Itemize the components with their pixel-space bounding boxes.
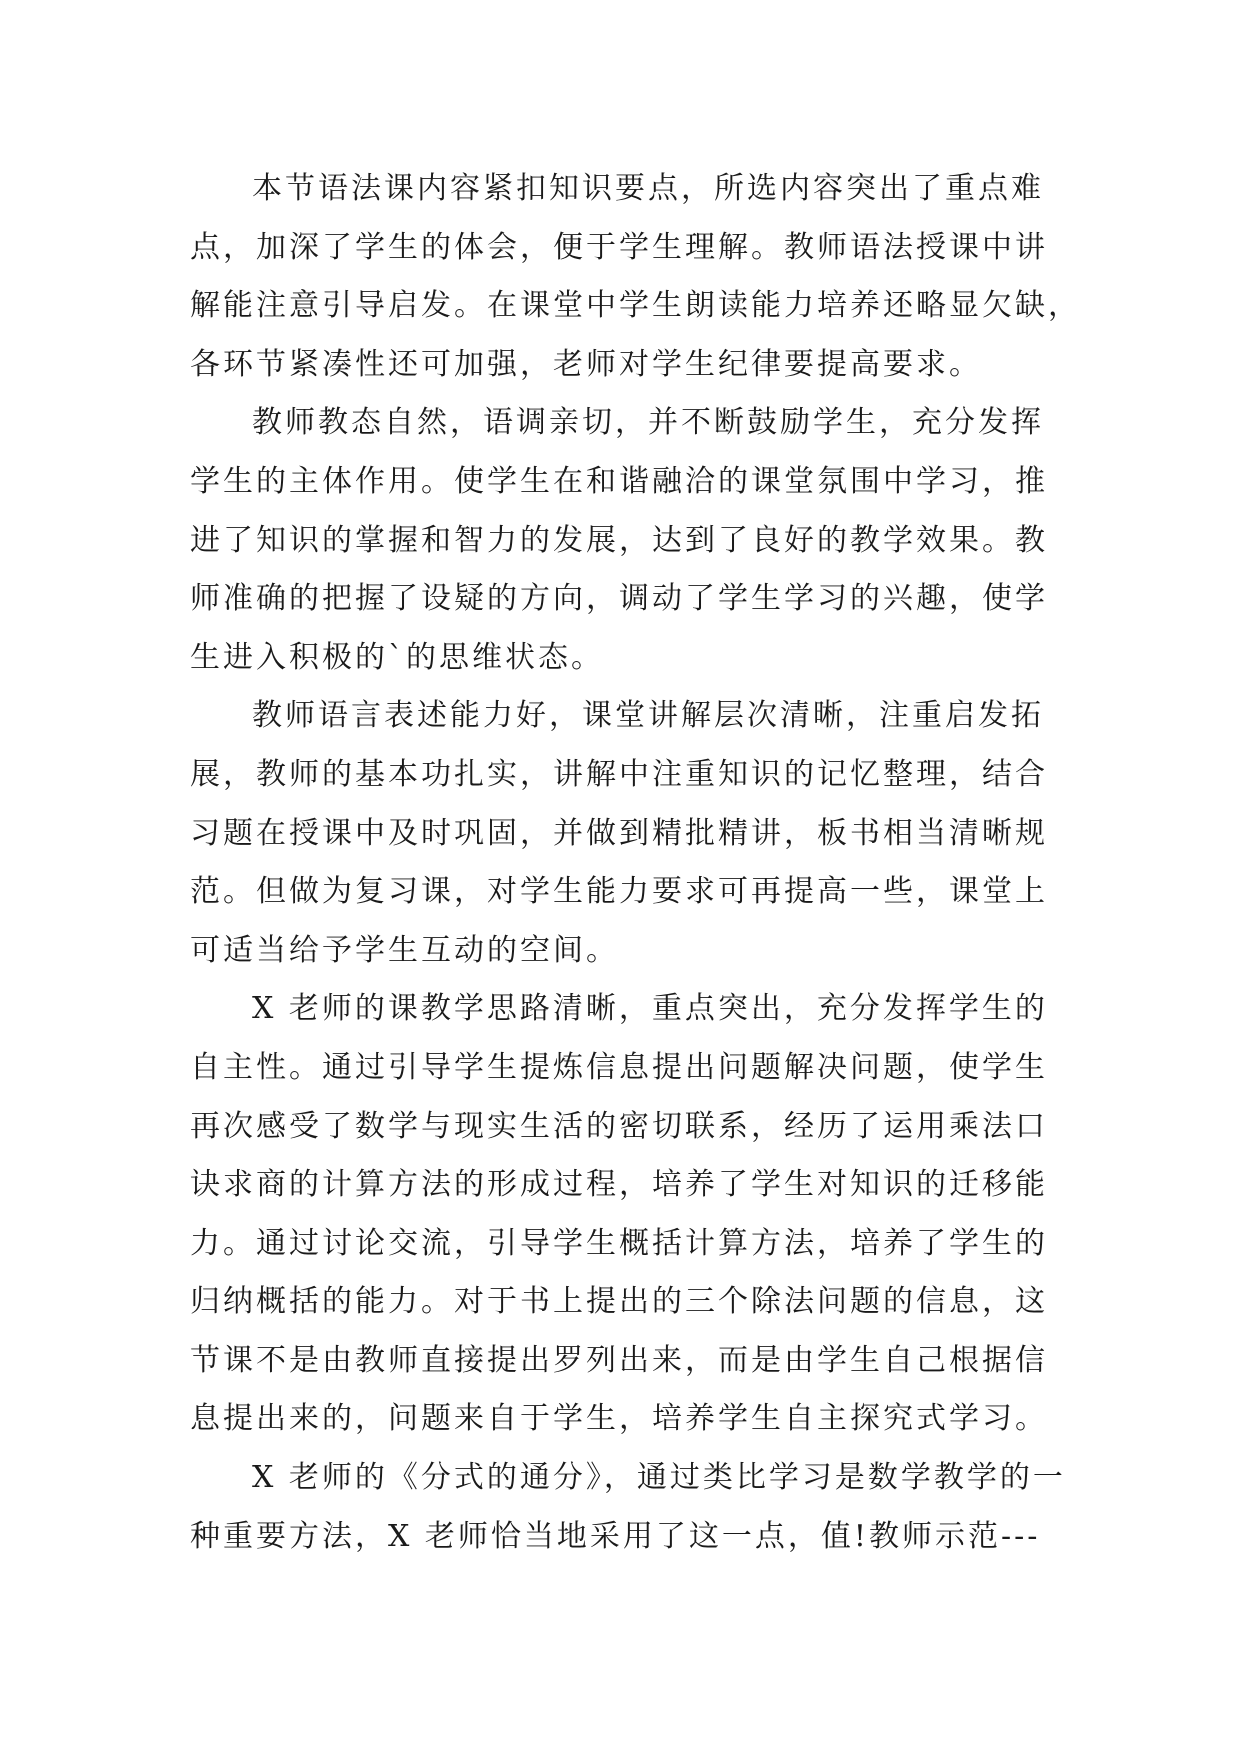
paragraph-line: 自主性。通过引导学生提炼信息提出问题解决问题，使学生 (190, 1049, 1048, 1085)
paragraph-2 (190, 394, 1090, 687)
paragraph-line: 节课不是由教师直接提出罗列出来，而是由学生自己根据信 (190, 1342, 1048, 1378)
paragraph-line: 师准确的把握了设疑的方向，调动了学生学习的兴趣，使学 (190, 581, 1048, 617)
paragraph-line: 教师教态自然，语调亲切，并不断鼓励学生，充分发挥 (252, 405, 1044, 441)
paragraph-line: 各环节紧凑性还可加强，老师对学生纪律要提高要求。 (190, 346, 982, 382)
paragraph-line: 展，教师的基本功扎实，讲解中注重知识的记忆整理，结合 (190, 756, 1048, 792)
paragraph-line: 可适当给予学生互动的空间。 (190, 932, 619, 968)
paragraph-line: 力。通过讨论交流，引导学生概括计算方法，培养了学生的 (190, 1225, 1048, 1261)
paragraph-line: 习题在授课中及时巩固，并做到精批精讲，板书相当清晰规 (190, 815, 1048, 851)
paragraph-line: 本节语法课内容紧扣知识要点，所选内容突出了重点难 (252, 171, 1044, 206)
paragraph-line: 再次感受了数学与现实生活的密切联系，经历了运用乘法口 (190, 1108, 1048, 1144)
paragraph-line: 归纳概括的能力。对于书上提出的三个除法问题的信息，这 (190, 1284, 1048, 1320)
paragraph-line: 解能注意引导启发。在课堂中学生朗读能力培养还略显欠缺， (190, 288, 1081, 324)
paragraph-line: 种重要方法，X 老师恰当地采用了这一点，值!教师示范--- (190, 1518, 1041, 1554)
paragraph-line: X 老师的课教学思路清晰，重点突出，充分发挥学生的 (252, 991, 1048, 1027)
paragraph-3 (190, 687, 1090, 980)
paragraph-line: 学生的主体作用。使学生在和谐融洽的课堂氛围中学习，推 (190, 463, 1048, 499)
paragraph-line: 教师语言表述能力好，课堂讲解层次清晰，注重启发拓 (252, 698, 1044, 734)
paragraph-5 (190, 1449, 1090, 1566)
paragraph-line: 范。但做为复习课，对学生能力要求可再提高一些，课堂上 (190, 874, 1048, 910)
paragraph-line: 息提出来的，问题来自于学生，培养学生自主探究式学习。 (190, 1401, 1048, 1437)
paragraph-line: 点，加深了学生的体会，便于学生理解。教师语法授课中讲 (190, 229, 1048, 265)
paragraph-line: 生进入积极的`的思维状态。 (190, 639, 604, 675)
paragraph-line: 诀求商的计算方法的形成过程，培养了学生对知识的迁移能 (190, 1167, 1048, 1203)
paragraph-line: X 老师的《分式的通分》，通过类比学习是数学教学的一 (252, 1460, 1066, 1496)
paragraph-1 (190, 160, 1090, 394)
paragraph-4 (190, 980, 1090, 1449)
document-body (190, 160, 1090, 1566)
paragraph-line: 进了知识的掌握和智力的发展，达到了良好的教学效果。教 (190, 522, 1048, 558)
